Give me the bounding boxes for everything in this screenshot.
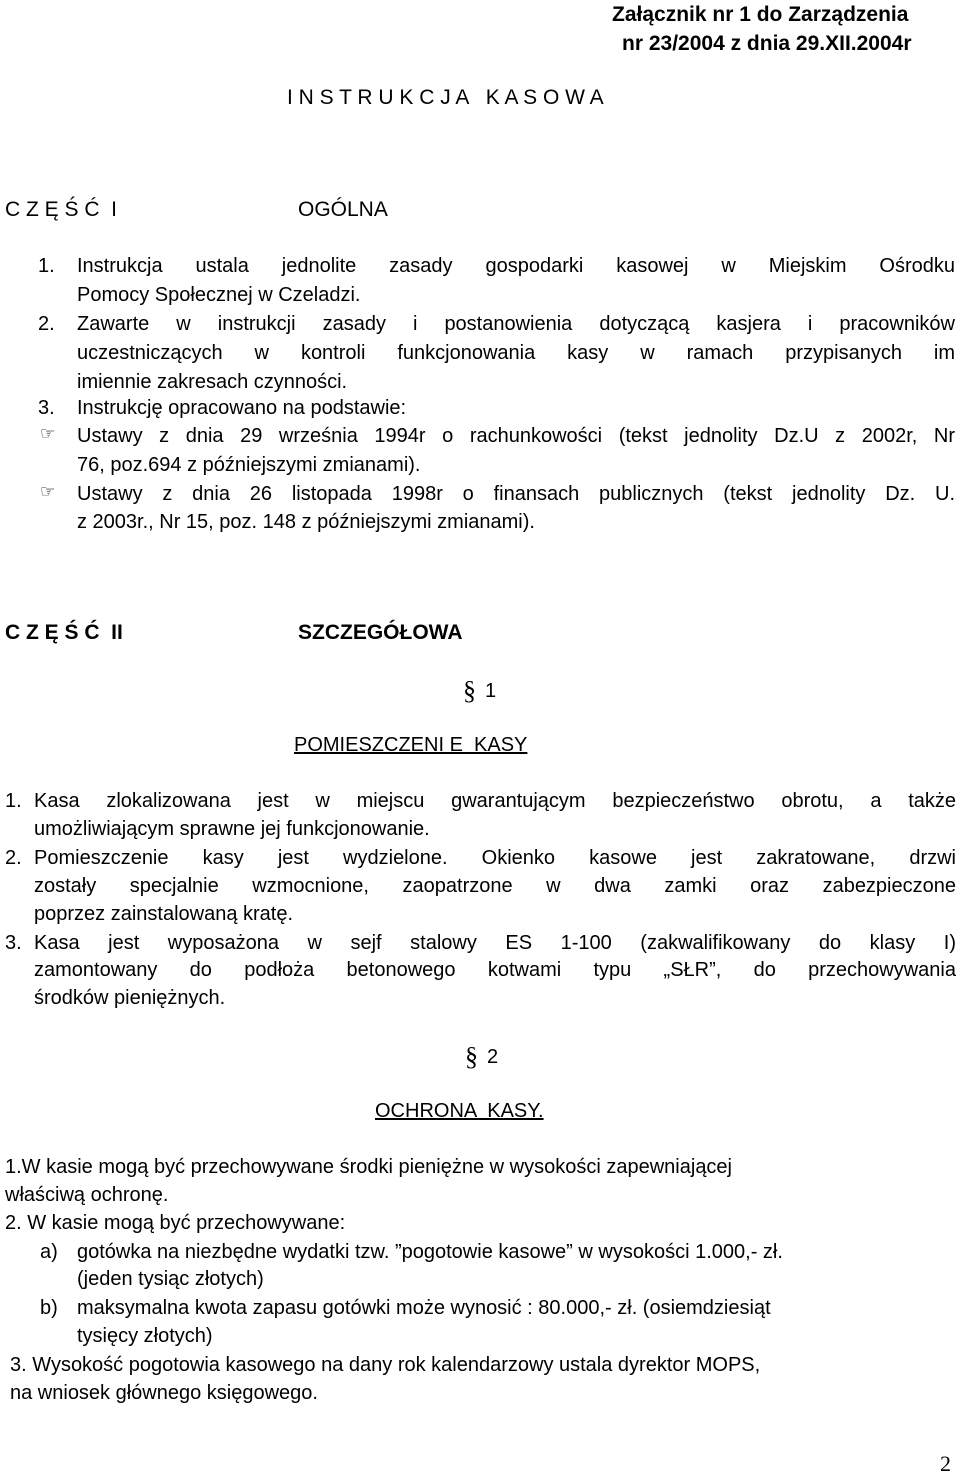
hand-pointer-icon: ☞ [40,424,56,444]
item-text-line: Instrukcja ustala jednolite zasady gospodarki kasowej w Miejskim Ośrodku [77,255,955,277]
item-text-line: środków pieniężnych. [34,987,226,1009]
item-number: 2. [5,847,22,869]
sub-text-line: gotówka na niezbędne wydatki tzw. ”pogotowie kasowe” w wysokości 1.000,- zł. [77,1241,783,1263]
item-number: 2. [38,313,55,335]
part1-label: C Z Ę Ś Ć I [5,198,118,221]
item-number: 1. [38,255,55,277]
bullet-text-line: Ustawy z dnia 26 listopada 1998r o finansach publicznych (tekst jednolity Dz. U. [77,483,955,505]
bullet-text-line: 76, poz.694 z późniejszymi zmianami). [77,454,421,476]
sub-text-line: tysięcy złotych) [77,1325,213,1347]
section2-item-2: 2. W kasie mogą być przechowywane: [5,1212,346,1234]
item-number: 3. [38,397,55,419]
annex-line-2: nr 23/2004 z dnia 29.XII.2004r [622,32,912,55]
section-sign-icon: § [465,1042,478,1071]
item-text-line: uczestniczących w kontroli funkcjonowania kasy w ramach przypisanych im [77,342,955,364]
bullet-text-line: Ustawy z dnia 29 września 1994r o rachunkowości (tekst jednolity Dz.U z 2002r, Nr [77,425,955,447]
section-sign-icon: § [463,676,476,705]
item-text-line: poprzez zainstalowaną kratę. [34,903,294,925]
item-text-line: Pomocy Społecznej w Czeladzi. [77,284,361,306]
section-2-title: OCHRONA KASY. [375,1100,544,1122]
sub-letter: b) [40,1297,58,1319]
item-text-line: Zawarte w instrukcji zasady i postanowienia dotyczącą kasjera i pracowników [77,313,955,335]
bullet-text-line: z 2003r., Nr 15, poz. 148 z późniejszymi zmianami). [77,511,535,533]
item-text-line: 3. Wysokość pogotowia kasowego na dany rok kalendarzowy ustala dyrektor MOPS, [10,1354,761,1376]
item-text-line: Kasa jest wyposażona w sejf stalowy ES 1-100 (zakwalifikowany do klasy I) [34,932,956,954]
sub-text-line: (jeden tysiąc złotych) [77,1268,264,1290]
item-text-line: imiennie zakresach czynności. [77,371,348,393]
item-number: 3. [5,932,22,954]
item-text-line: zamontowany do podłoża betonowego kotwami typu „SŁR”, do przechowywania [34,959,956,981]
annex-line-1: Załącznik nr 1 do Zarządzenia [612,3,909,26]
item-text-line: Pomieszczenie kasy jest wydzielone. Okienko kasowe jest zakratowane, drzwi [34,847,956,869]
item-text-line: właściwą ochronę. [5,1184,169,1206]
sub-text-line: maksymalna kwota zapasu gotówki może wynosić : 80.000,- zł. (osiemdziesiąt [77,1297,771,1319]
document-title: I N S T R U K C J A K A S O W A [287,86,604,109]
item-text-line: 1.W kasie mogą być przechowywane środki pieniężne w wysokości zapewniającej [5,1156,733,1178]
part1-name: OGÓLNA [298,198,388,221]
part2-name: SZCZEGÓŁOWA [298,621,463,644]
item-text-line: Kasa zlokalizowana jest w miejscu gwarantującym bezpieczeństwo obrotu, a także [34,790,956,812]
page-number: 2 [940,1451,951,1476]
part2-label: C Z Ę Ś Ć II [5,621,123,644]
item-text-line: na wniosek głównego księgowego. [10,1382,318,1404]
sub-letter: a) [40,1241,58,1263]
item-number: 1. [5,790,22,812]
item-text-line: zostały specjalnie wzmocnione, zaopatrzone w dwa zamki oraz zabezpieczone [34,875,956,897]
section-2-number: 2 [487,1046,499,1068]
section-1-title: POMIESZCZENI E KASY [294,734,528,756]
hand-pointer-icon: ☞ [40,482,56,502]
section-1-number: 1 [485,680,497,702]
item-text-line: Instrukcję opracowano na podstawie: [77,397,407,419]
item-text-line: umożliwiającym sprawne jej funkcjonowanie. [34,818,430,840]
